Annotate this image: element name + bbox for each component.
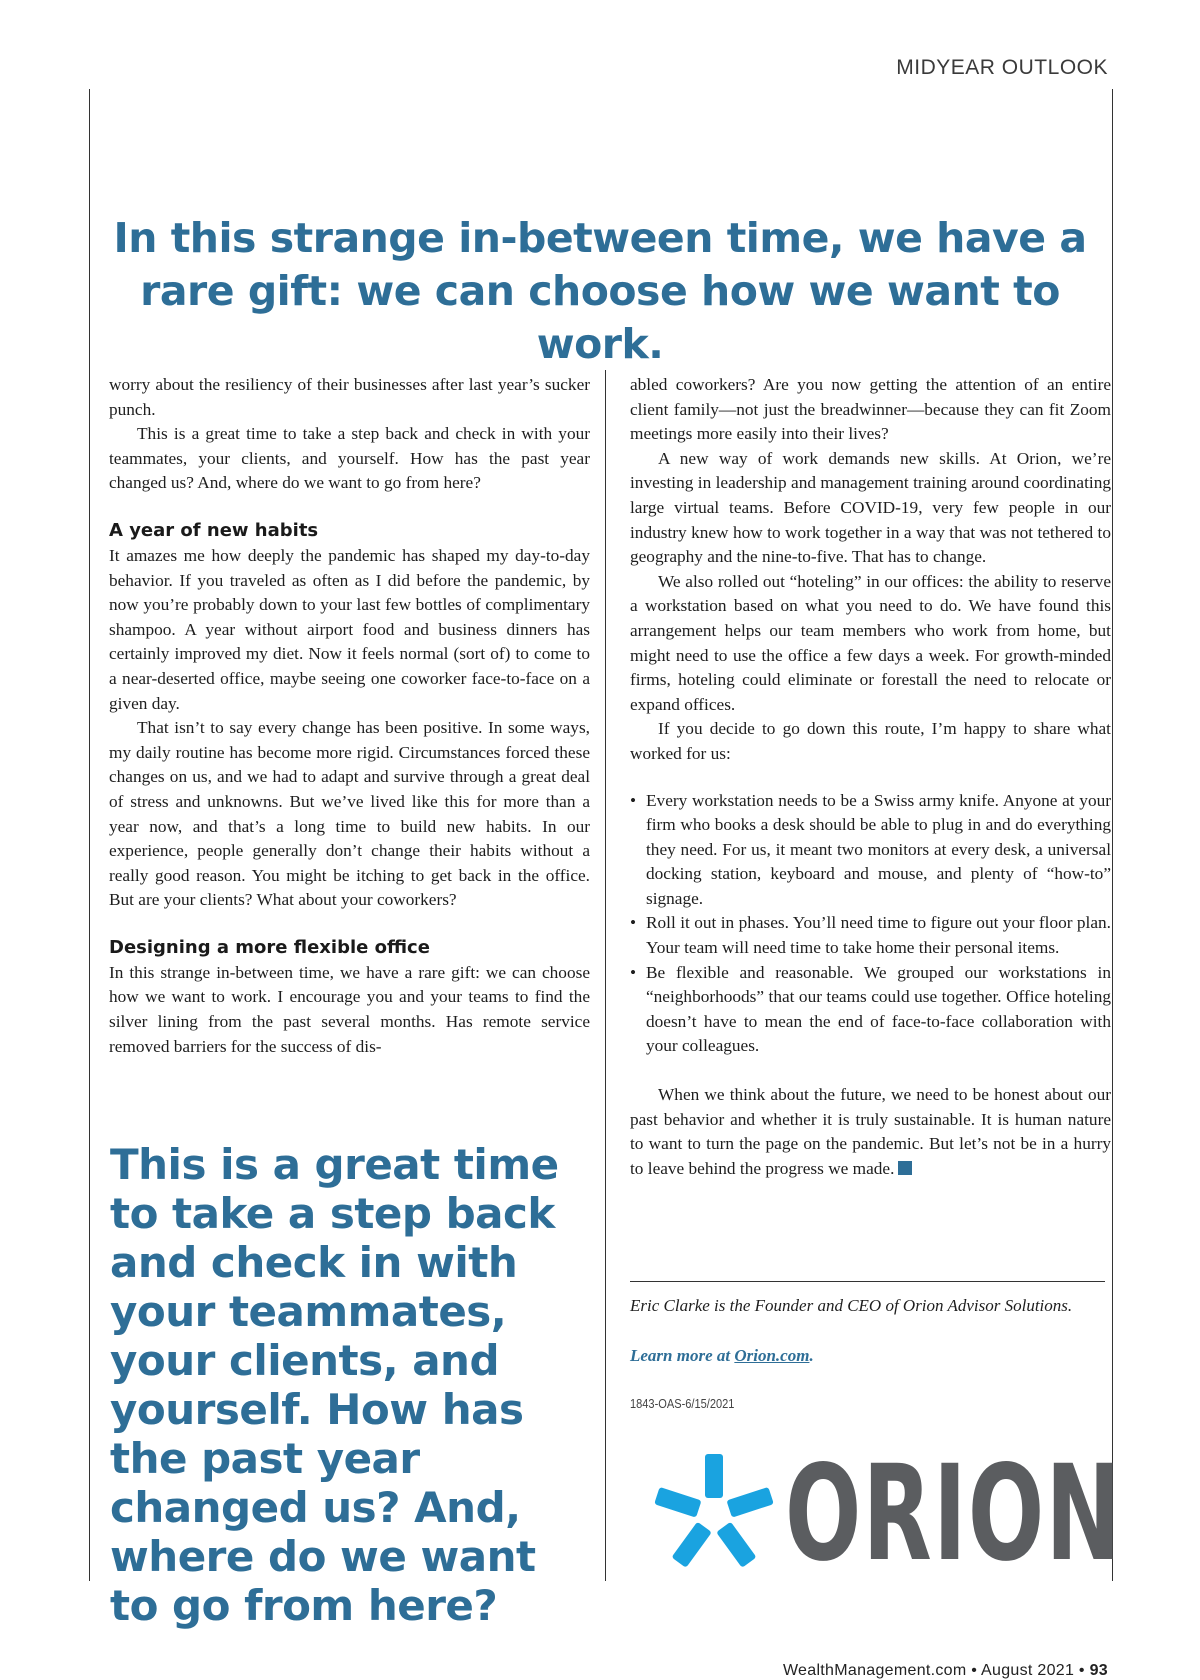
footer-site: WealthManagement.com [782, 1662, 967, 1679]
footer-date: August 2021 [981, 1662, 1075, 1679]
list-item-text: Roll it out in phases. You’ll need time to figure out your floor plan. Your team will need time to take home their personal items. [646, 913, 1111, 958]
section-heading-habits: A year of new habits [109, 519, 319, 541]
bullet-list [630, 789, 1111, 1060]
page-number: 93 [1089, 1662, 1108, 1679]
bullet-glyph: • [630, 790, 637, 810]
pull-quote-top [100, 212, 1100, 371]
page-footer [783, 1662, 1108, 1680]
list-item [630, 911, 1111, 960]
paragraph: If you decide to go down this route, I’m happy to share what worked for us: [630, 719, 1111, 763]
left-column [109, 373, 590, 1059]
orion-link[interactable]: Orion.com [734, 1346, 810, 1365]
footer-separator: • [1074, 1662, 1090, 1679]
closing-text: When we think about the future, we need to be honest about our past behavior and whether it is truly sustainable. It is human nature to want to turn the page on the pandemic. But let’s not be in a hurry to leave behind the progress we made. [630, 1085, 1111, 1178]
paragraph: worry about the resiliency of their businesses after last year’s sucker punch. [109, 375, 590, 419]
bullet-glyph: • [630, 962, 637, 982]
pull-quote-top-line1: In this strange in-between time, we have a [113, 214, 1087, 262]
right-column [630, 373, 1111, 1181]
center-column-rule [605, 370, 606, 1581]
section-heading-office: Designing a more flexible office [109, 936, 430, 958]
bullet-glyph: • [630, 913, 637, 933]
paragraph: We also rolled out “hoteling” in our offices: the ability to reserve a workstation based on what you need to do. We have found this arrangement helps our team members who work from home, but might need to use the office a few days a week. For growth-minded firms, hoteling could eliminate or forestall the need to relocate or expand offices. [630, 571, 1111, 714]
learn-more [630, 1346, 814, 1366]
list-item [630, 789, 1111, 912]
author-bio: Eric Clarke is the Founder and CEO of Orion Advisor Solutions. [630, 1296, 1073, 1315]
left-column-rule [89, 89, 90, 1581]
right-column-rule [1112, 89, 1113, 1581]
pull-quote-top-line2: rare gift: we can choose how we want to work. [140, 267, 1060, 368]
list-item-text: Be flexible and reasonable. We grouped our workstations in “neighborhoods” that our teams could use together. Office hoteling doesn’t have to mean the end of face-to-face collaboration with your colleagues. [646, 962, 1111, 1056]
paragraph: A new way of work demands new skills. At Orion, we’re investing in leadership and management training around coordinating large virtual teams. Before COVID-19, very few people in our industry knew how to work together in a way that was not tethered to geography and the nine-to-five. That has to change. [630, 448, 1111, 567]
section-label: MIDYEAR OUTLOOK [896, 56, 1108, 79]
disclosure-code: 1843-OAS-6/15/2021 [630, 1396, 735, 1411]
learn-more-prefix: Learn more at [630, 1346, 735, 1365]
logo-star-arms [654, 1454, 774, 1568]
bio-divider [630, 1281, 1105, 1282]
paragraph: That isn’t to say every change has been positive. In some ways, my daily routine has become more rigid. Circumstances forced these changes on us, and we had to adapt and survive through a great deal of stress and unknowns. But we’ve lived like this for more than a year now, and that’s a long time to build new habits. In our experience, people generally don’t change their habits without a really good reason. You might be itching to get back in the office. But are your clients? What about your coworkers? [109, 718, 590, 910]
asterisk-star-icon [652, 1452, 776, 1576]
list-item-text: Every workstation needs to be a Swiss army knife. Anyone at your firm who books a desk should be able to plug in and do everything they need. For us, it meant two monitors at every desk, a universal docking station, keyboard and mouse, and plenty of “how-to” signage. [646, 790, 1111, 908]
paragraph: This is a great time to take a step back and check in with your teammates, your clients, and yourself. How has the past year changed us? And, where do we want to go from here? [109, 424, 590, 493]
pull-quote-left: This is a great time to take a step back and check in with your teammates, your clients, and yourself. How has the past year changed us? And, where do we want to go from here? [110, 1140, 559, 1630]
learn-more-suffix: . [809, 1346, 814, 1365]
paragraph-closing [630, 1083, 1111, 1181]
list-item [630, 961, 1111, 1059]
end-mark-icon [898, 1161, 912, 1175]
paragraph: In this strange in-between time, we have a rare gift: we can choose how we want to work. I encourage you and your teams to find the silver lining from the past several months. Has remote service removed barriers for the success of dis- [109, 962, 590, 1056]
paragraph: It amazes me how deeply the pandemic has shaped my day-to-day behavior. If you traveled as often as I did before the pandemic, by now you’re probably down to your last few bottles of complimentary shampoo. A year without airport food and business dinners has certainly improved my diet. Now it feels normal (sort of) to come to a near-deserted office, maybe seeing one coworker face-to-face on a given day. [109, 545, 590, 713]
footer-separator: • [966, 1662, 982, 1679]
orion-logo-wordmark: ORION [785, 1437, 1123, 1591]
paragraph: abled coworkers? Are you now getting the attention of an entire client family—not just the breadwinner—because they can fit Zoom meetings more easily into their lives? [630, 375, 1111, 444]
